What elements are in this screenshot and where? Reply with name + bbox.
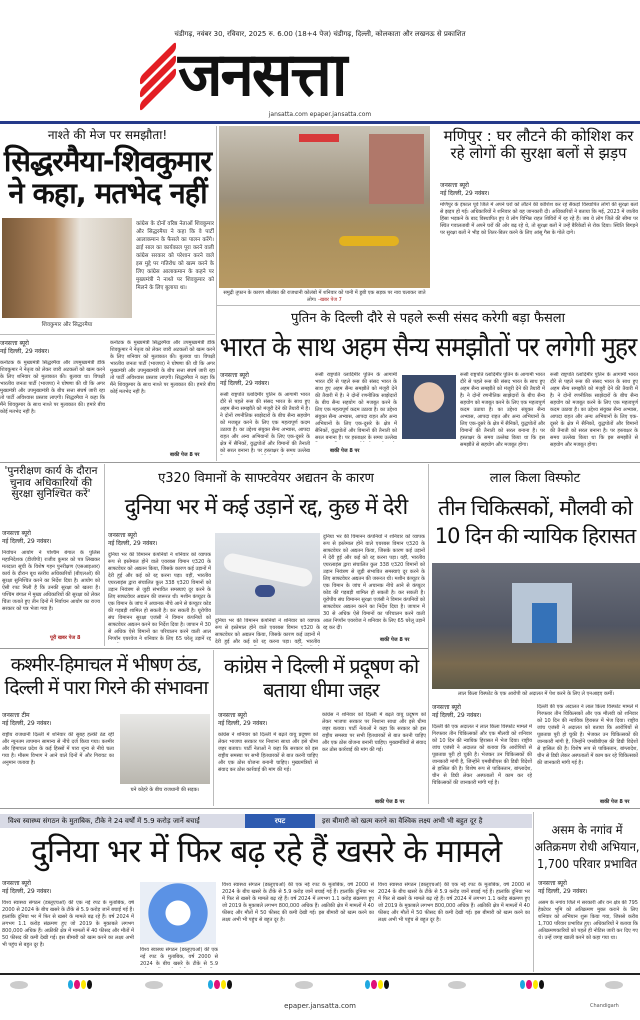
register-mark [145, 981, 163, 989]
s1-headline: सिद्धरमैया-शिवकुमार ने कहा, मतभेद नहीं [3, 144, 212, 210]
byline-date: नई दिल्ली, 29 नवंबर। [440, 190, 490, 197]
s8-headline: कांग्रेस ने दिल्ली में प्रदूषण को बताया धीमा जहर [223, 654, 419, 702]
s5-headline: दुनिया भर में कई उड़ानें रद्द, कुछ में देरी [124, 495, 408, 520]
footer-url[interactable]: epaper.jansatta.com [284, 1002, 356, 1010]
s6-body-col2: दिल्ली की एक अदालत ने लाल किला विस्फोट मामले में गिरफ्तार तीन चिकित्सकों और एक मौलवी को शनिवार को 10 दिन की न्यायिक हिरासत में भेज दिया। राष्ट्रीय जांच एजंसी ने अदालत को बताया कि आरोपियों से पूछताछ पूरी हो चुकी है। भेजकर उन चिकित्सकों की जानकारी मांगी है, जिन्होंने एमबीबीएस की डिग्री विदेशों से हासिल की है। विशेष रूप से पाकिस्तान, बांग्लादेश, चीन से डिग्री लेकर अस्पतालों में काम कर रहे चिकित्सकों की जानकारी मांगी गई है। [537, 704, 638, 766]
byline-date: नई दिल्ली, 29 नवंबर। [2, 720, 52, 727]
byline-date: नई दिल्ली, 29 नवंबर। [2, 538, 52, 545]
s2-byline [440, 182, 489, 198]
byline-date: नई दिल्ली, 29 नवंबर। [538, 888, 588, 895]
s1-photo [2, 218, 132, 318]
s5-byline [108, 532, 157, 548]
s3-kicker: पुतिन के दिल्ली दौरे से पहले रूसी संसद करेगी बड़ा फैसला [291, 311, 565, 326]
s10-body: असम के नगांव जिले में सरकारी और वन क्षेत्र की 795 हेक्टेयर भूमि को अतिक्रमण मुक्त कराने के लिए शनिवार को अभियान शुरू किया गया, जिससे करीब 1,700 परिवार प्रभावित हुए। अधिकारियों ने बताया कि अतिक्रमणकारियों को पहले ही नोटिस जारी कर दिए गए थे। उन्हें जगह खाली करने को कहा गया था। [538, 900, 638, 941]
s6-kicker: लाल किला विस्फोट [489, 471, 581, 486]
s6-byline [432, 704, 481, 720]
s4-body: निर्वाचन आयोग ने पश्चिम बंगाल के पुलिस महानिदेशक (डीजीपी) राजीव कुमार को पत्र लिखकर मतदाता सूची के विशेष गहन पुनरीक्षण (एसआइआर) कार्य के दौरान बूथ स्तरीय अधिकारियों (बीएलओ) की सुरक्षा सुनिश्चित करने का निर्देश दिया है। आयोग को ऐसी रपट मिली है कि उनकी सुरक्षा को खतरा है। पश्चिम बंगाल में मुख्य अधिकारियों की सुरक्षा को लेकर चिंता जताते हुए तीन दिनों में निर्वाचन आयोग का राज्य सरकार को पत्र भेजा गया है। [2, 550, 100, 612]
byline: जनसत्ता ब्यूरो [2, 530, 31, 537]
s5-body-col3: दुनिया भर की विमानन कंपनियों ने शनिवार को व्यापक रूप से इस्तेमाल होने वाले एयरबस विमान ए320 के साफ्टवेयर को अद्यतन किया, जिसके कारण कई उड़ानों में देरी हुई और कई को रद्द करना पड़ा। वहीं, भारतीय एयरलाइंस द्वारा संचालित कुल 338 ए320 विमानों को उड़ान नियंत्रण से जुड़ी संभावित समस्याएं दूर करने के लिए साफ्टवेयर अद्यतन की जरूरत थी। मशीन कंप्यूटर के एक विमान के जांच में अचानक नीचे आने से कंप्यूटर कोड की गड़बड़ी शामिल हो सकती है। कर सकती है। यूरोपीय संघ विमानन सुरक्षा एजंसी ने विमान कंपनियों को साफ्टवेयर अद्यतन करने का निर्देश दिया है। जापान में 30 से अधिक ऐसे विमानों का परिचालन करने वाली आल निप्पॉन एयरवेज ने शनिवार के लिए 65 घरेलू उड़ानें रद्द कर दीं। [323, 534, 425, 631]
masthead-title: जनसत्ता [178, 40, 346, 110]
flood-ref[interactable]: -खबर पेज 7 [318, 297, 342, 303]
logo-mark-icon [138, 45, 178, 105]
byline: जनसत्ता ब्यूरो [2, 880, 31, 887]
byline: जनसत्ता ब्यूरो [218, 712, 247, 719]
register-mark [295, 981, 313, 989]
s1-lead: कांग्रेस के दोनों वरिष्ठ नेताओं शिवकुमार और सिद्धरमैया ने कहा कि वे पार्टी आलाकमान के फैसले का पालन करेंगे। ढाई साल का कार्यकाल पूरा करने वाली कांग्रेस सरकार को परेशान करने वाले इस मुद्दे पर गतिरोध को खत्म करने के लिए कांग्रेस आलाकमान के कहने पर मुख्यमंत्री ने नाश्ते पर शिवकुमार को मिलने के लिए बुलाया था। [136, 221, 214, 291]
color-register-mark [208, 980, 232, 990]
s9-band-right: इस बीमारी को खत्म करने का वैश्विक लक्ष्य अभी भी बहुत दूर है [322, 817, 483, 825]
s5-body: दुनिया भर की विमानन कंपनियों ने शनिवार को व्यापक रूप से इस्तेमाल होने वाले एयरबस विमान ए320 के साफ्टवेयर को अद्यतन किया, जिसके कारण कई उड़ानों में देरी हुई और कई को रद्द करना पड़ा। वहीं, भारतीय एयरलाइंस द्वारा संचालित कुल 338 ए320 विमानों को उड़ान नियंत्रण से जुड़ी संभावित समस्याएं दूर करने के लिए साफ्टवेयर अद्यतन की जरूरत थी। मशीन कंप्यूटर के एक विमान के जांच में अचानक नीचे आने से कंप्यूटर कोड की गड़बड़ी शामिल हो सकती है। कर सकती है। यूरोपीय संघ विमानन सुरक्षा एजंसी ने विमान कंपनियों को साफ्टवेयर अद्यतन करने का निर्देश दिया है। जापान में 30 से अधिक ऐसे विमानों का परिचालन करने वाली आल निप्पॉन एयरवेज ने शनिवार के लिए 65 घरेलू उड़ानें रद्द [108, 552, 211, 642]
s9-body-col2: विश्व स्वास्थ्य संगठन (डब्लूएचओ) की एक नई रपट के मुताबिक, वर्ष 2000 से 2024 के बीच खसरे के टीके से 5.9 [140, 947, 218, 967]
s1-continued[interactable]: बाकी पेज 8 पर [170, 452, 200, 458]
byline-date: नई दिल्ली, 29 नवंबर। [0, 348, 50, 355]
s9-body: विश्व स्वास्थ्य संगठन (डब्लूएचओ) की एक नई रपट के मुताबिक, वर्ष 2000 से 2024 के बीच खसरे के टीके से 5.9 करोड़ जानें बचाई गई हैं। हालांकि दुनिया भर में फिर से खसरे के मामले बढ़ रहे हैं। वर्ष 2024 में लगभग 1.1 करोड़ संक्रमण हुए जो 2019 के मुकाबले लगभग 800,000 अधिक हैं। अफ्रीकी क्षेत्र में मामलों में 40 फीसद और मौतों में 50 फीसद की कमी देखी गई। इस बीमारी को खत्म करने का लक्ष्य अभी भी पहुंच से बहुत दूर है। [2, 900, 134, 948]
s9-byline [2, 880, 51, 896]
s3-body-col4: रूसी राष्ट्रपति व्लादिमीर पुतिन के आगामी भारत दौरे से पहले रूस की संसद भारत के साथ हुए अहम सैन्य समझौते को मंजूरी देने की तैयारी में है। ने दोनों रणनीतिक साझेदारों के बीच सैन्य सहयोग को मजबूत करने के लिए एक महत्वपूर्ण कदम उठाया है। का उद्देश्य संयुक्त सैन्य अभ्यास, आपदा राहत और अन्य अभियानों के लिए एक-दूसरे के क्षेत्र में सैनिकों, युद्धपोतों और विमानों की तैनाती को सरल बनाना है। पर हस्ताक्षर के समय उल्लेख किया था कि इस समझौते से सहयोग और मजबूत होगा। [550, 372, 638, 448]
s1-body-col2: कर्नाटक के मुख्यमंत्री सिद्धरमैया और उपमुख्यमंत्री डीके शिवकुमार ने नेतृत्व को लेकर जारी अटकलों को खत्म करने के लिए शनिवार को मुलाकात की। बुलाया था। विपक्षी भारतीय जनता पार्टी (भाजपा) ने घोषणा की थी कि अगर मुख्यमंत्री और उपमुख्यमंत्री के बीच सत्ता संघर्ष जारी रहा तो पार्टी अविश्वास प्रस्ताव लाएगी। सिद्धरमैया ने कहा कि मैंने शिवकुमार के साथ नाश्ते पर मुलाकात की। हमारे बीच कोई मतभेद नहीं है। [110, 340, 215, 395]
s8-continued[interactable]: बाकी पेज 8 पर [375, 799, 405, 805]
s3-continued[interactable]: बाकी पेज 8 पर [330, 448, 360, 454]
s2-body: मणिपुर के इंफाल पूर्व जिले में अपने घरों को लौटने की कोशिश कर रहे सैकड़ों विस्थापित लोगों की सुरक्षा बलों से झड़प हो गई। अधिकारियों ने शनिवार को यह जानकारी दी। अधिकारियों ने बताया कि मई, 2023 में जातीय हिंसा भड़कने के बाद विस्थापित हुए ये लोग विभिन्न राहत शिविरों में रह रहे हैं। जब ये लोग जिले की सीमा पर स्थित गवालताबी में अपने घरों की ओर बढ़ रहे थे, तो सुरक्षा बलों ने उन्हें बैरिकेडों से रोक दिया। स्थिति बिगड़ने पर सुरक्षा बलों ने भीड़ को तितर-बितर करने के लिए आंसू गैस के गोले दागे। [440, 202, 638, 236]
s7-caption: घने कोहरे के बीच राजधानी की सड़क। [130, 787, 200, 793]
color-register-mark [520, 980, 544, 990]
s6-body: दिल्ली की एक अदालत ने लाल किला विस्फोट मामले में गिरफ्तार तीन चिकित्सकों और एक मौलवी को शनिवार को 10 दिन की न्यायिक हिरासत में भेज दिया। राष्ट्रीय जांच एजंसी ने अदालत को बताया कि आरोपियों से पूछताछ पूरी हो चुकी है। भेजकर उन चिकित्सकों की जानकारी मांगी है, जिन्होंने एमबीबीएस की डिग्री विदेशों से हासिल की है। विशेष रूप से पाकिस्तान, बांग्लादेश, चीन से डिग्री लेकर अस्पतालों में काम कर रहे चिकित्सकों की जानकारी मांगी गई है। [432, 724, 532, 786]
byline-date: नई दिल्ली, 29 नवंबर। [2, 888, 52, 895]
s3-byline [220, 372, 269, 388]
color-register-mark [68, 980, 92, 990]
s8-body-col2: कांग्रेस ने शनिवार को दिल्ली में बढ़ते वायु प्रदूषण को लेकर भाजपा सरकार पर निशाना साधा और इसे धीमा जहर बताया। पार्टी नेताओं ने कहा कि सरकार को इस राष्ट्रीय समस्या पर सभी हितधारकों से बात करनी चाहिए और एक ठोस योजना बनानी चाहिए। मुख्यमंत्रियों से संवाद कर ठोस कार्रवाई की मांग की गई। [322, 712, 426, 753]
s5-continued[interactable]: बाकी पेज 8 पर [380, 637, 410, 643]
airbus-photo [215, 533, 320, 615]
s5-kicker: ए320 विमानों के साफ्टवेयर अद्यतन के कारण [158, 471, 374, 486]
s1-byline [0, 340, 100, 356]
s10-headline: असम के नगांव में अतिक्रमण रोधी अभियान, 1,700 परिवार प्रभावित [534, 823, 640, 871]
s9-body-col3: विश्व स्वास्थ्य संगठन (डब्लूएचओ) की एक नई रपट के मुताबिक, वर्ष 2000 से 2024 के बीच खसरे के टीके से 5.9 करोड़ जानें बचाई गई हैं। हालांकि दुनिया भर में फिर से खसरे के मामले बढ़ रहे हैं। वर्ष 2024 में लगभग 1.1 करोड़ संक्रमण हुए जो 2019 के मुकाबले लगभग 800,000 अधिक हैं। अफ्रीकी क्षेत्र में मामलों में 40 फीसद और मौतों में 50 फीसद की कमी देखी गई। इस बीमारी को खत्म करने का लक्ष्य अभी भी पहुंच से बहुत दूर है। [222, 882, 374, 923]
byline: जनसत्ता ब्यूरो [0, 340, 29, 347]
s9-band-tag: रपट [245, 814, 315, 828]
byline-date: नई दिल्ली, 29 नवंबर। [218, 720, 268, 727]
s9-body-col4: विश्व स्वास्थ्य संगठन (डब्लूएचओ) की एक नई रपट के मुताबिक, वर्ष 2000 से 2024 के बीच खसरे के टीके से 5.9 करोड़ जानें बचाई गई हैं। हालांकि दुनिया भर में फिर से खसरे के मामले बढ़ रहे हैं। वर्ष 2024 में लगभग 1.1 करोड़ संक्रमण हुए जो 2019 के मुकाबले लगभग 800,000 अधिक हैं। अफ्रीकी क्षेत्र में मामलों में 40 फीसद और मौतों में 50 फीसद की कमी देखी गई। इस बीमारी को खत्म करने का लक्ष्य अभी भी पहुंच से बहुत दूर है। [378, 882, 530, 923]
byline: जनसत्ता ब्यूरो [220, 372, 249, 379]
register-mark [10, 981, 28, 989]
s3-body-col3: रूसी राष्ट्रपति व्लादिमीर पुतिन के आगामी भारत दौरे से पहले रूस की संसद भारत के साथ हुए अहम सैन्य समझौते को मंजूरी देने की तैयारी में है। ने दोनों रणनीतिक साझेदारों के बीच सैन्य सहयोग को मजबूत करने के लिए एक महत्वपूर्ण कदम उठाया है। का उद्देश्य संयुक्त सैन्य अभ्यास, आपदा राहत और अन्य अभियानों के लिए एक-दूसरे के क्षेत्र में सैनिकों, युद्धपोतों और विमानों की तैनाती को सरल बनाना है। पर हस्ताक्षर के समय उल्लेख किया था कि इस समझौते से सहयोग और मजबूत होगा। [460, 372, 545, 448]
s3-body-col2: रूसी राष्ट्रपति व्लादिमीर पुतिन के आगामी भारत दौरे से पहले रूस की संसद भारत के साथ हुए अहम सैन्य समझौते को मंजूरी देने की तैयारी में है। ने दोनों रणनीतिक साझेदारों के बीच सैन्य सहयोग को मजबूत करने के लिए एक महत्वपूर्ण कदम उठाया है। का उद्देश्य संयुक्त सैन्य अभ्यास, आपदा राहत और अन्य अभियानों के लिए एक-दूसरे के क्षेत्र में सैनिकों, युद्धपोतों और विमानों की तैनाती को सरल बनाना है। पर हस्ताक्षर के समय उल्लेख [315, 372, 397, 441]
s3-body: रूसी राष्ट्रपति व्लादिमीर पुतिन के आगामी भारत दौरे से पहले रूस की संसद भारत के साथ हुए अहम सैन्य समझौते को मंजूरी देने की तैयारी में है। ने दोनों रणनीतिक साझेदारों के बीच सैन्य सहयोग को मजबूत करने के लिए एक महत्वपूर्ण कदम उठाया है। का उद्देश्य संयुक्त सैन्य अभ्यास, आपदा राहत और अन्य अभियानों के लिए एक-दूसरे के क्षेत्र में सैनिकों, युद्धपोतों और विमानों की तैनाती को सरल बनाना है। पर हस्ताक्षर के समय उल्लेख [220, 392, 310, 454]
s1-caption: शिवकुमार और सिद्धरमैया [41, 322, 93, 328]
s1-body: कर्नाटक के मुख्यमंत्री सिद्धरमैया और उपमुख्यमंत्री डीके शिवकुमार ने नेतृत्व को लेकर जारी अटकलों को खत्म करने के लिए शनिवार को मुलाकात की। बुलाया था। विपक्षी भारतीय जनता पार्टी (भाजपा) ने घोषणा की थी कि अगर मुख्यमंत्री और उपमुख्यमंत्री के बीच सत्ता संघर्ष जारी रहा तो पार्टी अविश्वास प्रस्ताव लाएगी। सिद्धरमैया ने कहा कि मैंने शिवकुमार के साथ नाश्ते पर मुलाकात की। हमारे बीच कोई मतभेद नहीं है। [0, 360, 105, 415]
masthead-logo [138, 40, 508, 110]
s4-headline: 'पुनरीक्षण कार्य के दौरान चुनाव अधिकारियों की सुरक्षा सुनिश्चित करें' [4, 465, 98, 501]
register-mark [448, 981, 466, 989]
s10-byline [538, 880, 587, 896]
masthead-urls[interactable]: jansatta.com epaper.jansatta.com [268, 111, 372, 118]
s7-body: राष्ट्रीय राजधानी दिल्ली में शनिवार की सुबह हल्की ठंड रही और न्यूनतम तापमान सामान्य से नीचे दर्ज किया गया। कश्मीर और हिमाचल प्रदेश के कई हिस्सों में पारा शून्य से नीचे चला गया है। मौसम विभाग ने आने वाले दिनों में और गिरावट का अनुमान जताया है। [2, 732, 114, 766]
byline: जनसत्ता ब्यूरो [440, 182, 469, 189]
s4-byline [2, 530, 51, 546]
s6-continued[interactable]: बाकी पेज 8 पर [600, 799, 630, 805]
byline-date: नई दिल्ली, 29 नवंबर। [108, 540, 158, 547]
s9-band-left: विश्व स्वास्थ्य संगठन के मुताबिक, टीके ने 24 वर्षों में 5.9 करोड़ जानें बचाईं [8, 817, 200, 825]
dateline: चंडीगढ़, नवंबर 30, रविवार, 2025 रु. 6.00 (18+4 पेज) चंडीगढ़, दिल्ली, कोलकाता और लखनऊ से प्रकाशित [174, 30, 466, 38]
flood-photo [219, 126, 430, 288]
flood-caption-text: समुद्री तूफान के कारण श्रीलंका की राजधानी कोलंबो में शनिवार को पानी में डूबी एक सड़क पर नाव चलाकर जाते लोग। [223, 290, 426, 303]
s6-caption: लाल किला विस्फोट के एक आरोपी को अदालत में पेश करने के लिए ले एनआइए कर्मी। [457, 691, 615, 697]
footer-rule [0, 973, 640, 975]
masthead-rule [0, 121, 640, 124]
s7-photo [120, 714, 210, 784]
s2-headline: मणिपुर : घर लौटने की कोशिश कर रहे लोगों की सुरक्षा बलों से झड़प [443, 127, 634, 162]
who-logo-photo [140, 882, 216, 944]
s6-headline: तीन चिकित्सकों, मौलवी को 10 दिन की न्यायिक हिरासत [434, 496, 636, 548]
s8-body: कांग्रेस ने शनिवार को दिल्ली में बढ़ते वायु प्रदूषण को लेकर भाजपा सरकार पर निशाना साधा और इसे धीमा जहर बताया। पार्टी नेताओं ने कहा कि सरकार को इस राष्ट्रीय समस्या पर सभी हितधारकों से बात करनी चाहिए और एक ठोस योजना बनानी चाहिए। मुख्यमंत्रियों से संवाद कर ठोस कार्रवाई की मांग की गई। [218, 732, 318, 773]
byline: जनसत्ता ब्यूरो [108, 532, 137, 539]
s8-byline [218, 712, 267, 728]
color-register-mark [365, 980, 389, 990]
s3-headline: भारत के साथ अहम सैन्य समझौतों पर लगेगी मुहर [219, 332, 637, 363]
s4-continued[interactable]: पूरी खबर पेज 8 [50, 635, 81, 641]
s1-kicker: नाश्ते की मेज पर समझौता! [47, 128, 168, 142]
s7-byline [2, 712, 51, 728]
byline-date: नई दिल्ली, 29 नवंबर। [432, 712, 482, 719]
byline: जनसत्ता ब्यूरो [432, 704, 461, 711]
footer-edition: Chandigarh [590, 1003, 619, 1009]
s5-body-col2: दुनिया भर की विमानन कंपनियों ने शनिवार को व्यापक रूप से इस्तेमाल होने वाले एयरबस विमान ए320 के साफ्टवेयर को अद्यतन किया, जिसके कारण कई उड़ानों में देरी हुई और कई को रद्द करना पड़ा। वहीं, भारतीय [215, 618, 320, 645]
court-photo [432, 563, 640, 689]
flood-caption [219, 290, 430, 303]
s7-headline: कश्मीर-हिमाचल में भीषण ठंड, दिल्ली में पारा गिरने की संभावना [4, 654, 208, 699]
register-mark [605, 981, 623, 989]
byline-date: नई दिल्ली, 29 नवंबर। [220, 380, 270, 387]
byline: जनसत्ता ब्यूरो [538, 880, 567, 887]
putin-photo [402, 375, 456, 439]
s9-band [0, 814, 532, 828]
s9-headline: दुनिया भर में फिर बढ़ रहे हैं खसरे के मामले [30, 832, 502, 870]
byline: जनसत्ता टीम [2, 712, 30, 719]
